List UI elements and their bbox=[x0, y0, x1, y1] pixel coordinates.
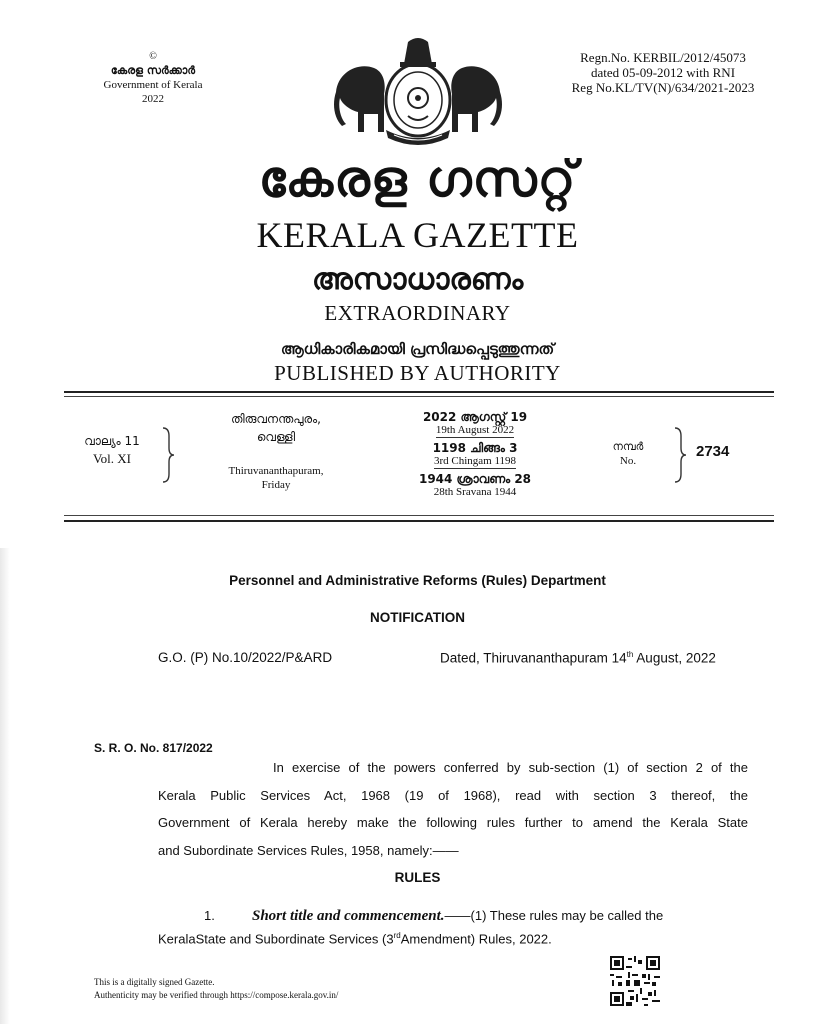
department-heading: Personnel and Administrative Reforms (Rules) Department bbox=[229, 573, 606, 588]
footer-line-2: Authenticity may be verified through https://compose.kerala.gov.in/ bbox=[94, 990, 339, 1000]
volume-en: Vol. XI bbox=[92, 451, 132, 466]
regn-line-1: Regn.No. KERBIL/2012/45073 bbox=[580, 50, 746, 65]
info-rule-bottom-thin bbox=[64, 515, 774, 516]
registration-block bbox=[548, 50, 778, 95]
number-label-en: No. bbox=[619, 455, 637, 467]
rule-1-text: ——(1) These rules may be called the bbox=[444, 908, 664, 923]
regn-line-3: Reg No.KL/TV(N)/634/2021-2023 bbox=[571, 80, 755, 95]
go-number: G.O. (P) No.10/2022/P&ARD bbox=[158, 650, 333, 665]
published-by-authority-en: PUBLISHED BY AUTHORITY bbox=[274, 361, 561, 385]
notification-heading: NOTIFICATION bbox=[370, 610, 465, 625]
info-rule-bottom bbox=[64, 520, 774, 522]
brace-icon bbox=[160, 426, 176, 484]
place-block bbox=[196, 410, 356, 492]
rule-1-title: Short title and commencement. bbox=[252, 908, 445, 924]
paragraph-line: and Subordinate Services Rules, 1958, namely:—— bbox=[158, 842, 459, 858]
footer-line-1: This is a digitally signed Gazette. bbox=[94, 977, 215, 987]
gazette-title-ml: കേരള ഗസറ്റ് bbox=[258, 150, 577, 208]
date-saka-en: 28th Sravana 1944 bbox=[433, 486, 517, 498]
footer-note bbox=[94, 976, 338, 1002]
rule-1-line2-sup: rd bbox=[393, 931, 401, 940]
place-en-1: Thiruvananthapuram, bbox=[228, 465, 324, 477]
published-by-authority-ml: ആധികാരികമായി പ്രസിദ്ധപ്പെടുത്തുന്നത് bbox=[280, 340, 555, 358]
regn-line-2: dated 05-09-2012 with RNI bbox=[590, 65, 736, 80]
paragraph-line: Kerala Public Services Act, 1968 (19 of 1968), read with section 3 thereof, the bbox=[158, 787, 748, 803]
dates-block bbox=[400, 410, 550, 502]
rule-1-line2-a: KeralaState and Subordinate Services (3 bbox=[158, 931, 394, 947]
volume-ml: വാല്യം 11 bbox=[84, 434, 140, 448]
copyright-block bbox=[88, 50, 218, 106]
gazette-number: 2734 bbox=[696, 443, 730, 460]
govt-name-ml: കേരള സർക്കാർ bbox=[110, 64, 196, 77]
place-en-2: Friday bbox=[261, 479, 291, 491]
rules-heading: RULES bbox=[394, 870, 441, 885]
header-rule-top bbox=[64, 391, 774, 393]
dated-line bbox=[440, 650, 716, 666]
date-saka-ml: 1944 ശ്രാവണം 28 bbox=[418, 472, 532, 486]
paragraph-line: In exercise of the powers conferred by sub-section (1) of section 2 of the bbox=[273, 760, 748, 775]
dated-prefix: Dated, Thiruvananthapuram 14 bbox=[440, 650, 627, 666]
copyright-symbol: © bbox=[149, 51, 157, 62]
extraordinary-ml: അസാധാരണം bbox=[311, 262, 524, 297]
qr-code-icon bbox=[610, 956, 660, 1006]
header-rule-top-thin bbox=[64, 396, 774, 397]
rule-1 bbox=[158, 906, 748, 948]
date-malayalam-era-ml: 1198 ചിങ്ങം 3 bbox=[432, 441, 518, 455]
place-ml-1: തിരുവനന്തപുരം, bbox=[231, 412, 321, 426]
number-label-ml: നമ്പർ bbox=[612, 440, 644, 453]
dated-sup: th bbox=[626, 650, 634, 659]
kerala-emblem-icon bbox=[328, 34, 508, 146]
gazette-title-en: KERALA GAZETTE bbox=[256, 215, 579, 255]
number-label bbox=[598, 440, 658, 468]
govt-name-en: Government of Kerala bbox=[103, 79, 203, 91]
sro-number: S. R. O. No. 817/2022 bbox=[94, 741, 213, 755]
date-malayalam-era-en: 3rd Chingam 1198 bbox=[433, 455, 517, 467]
dated-suffix: August, 2022 bbox=[633, 650, 716, 666]
rule-1-line2-b: Amendment) Rules, 2022. bbox=[400, 931, 552, 947]
place-ml-2: വെള്ളി bbox=[256, 430, 296, 444]
rule-1-number: 1. bbox=[204, 908, 215, 923]
date-gregorian-ml: 2022 ആഗസ്റ്റ് 19 bbox=[422, 410, 528, 424]
copyright-year: 2022 bbox=[142, 93, 164, 105]
extraordinary-en: EXTRAORDINARY bbox=[324, 301, 511, 325]
brace-icon bbox=[672, 426, 688, 484]
preamble-paragraph bbox=[158, 754, 748, 864]
paragraph-line: Government of Kerala hereby make the following rules further to amend the Kerala State bbox=[158, 815, 748, 830]
volume-block bbox=[62, 432, 162, 468]
date-gregorian-en: 19th August 2022 bbox=[435, 424, 515, 436]
